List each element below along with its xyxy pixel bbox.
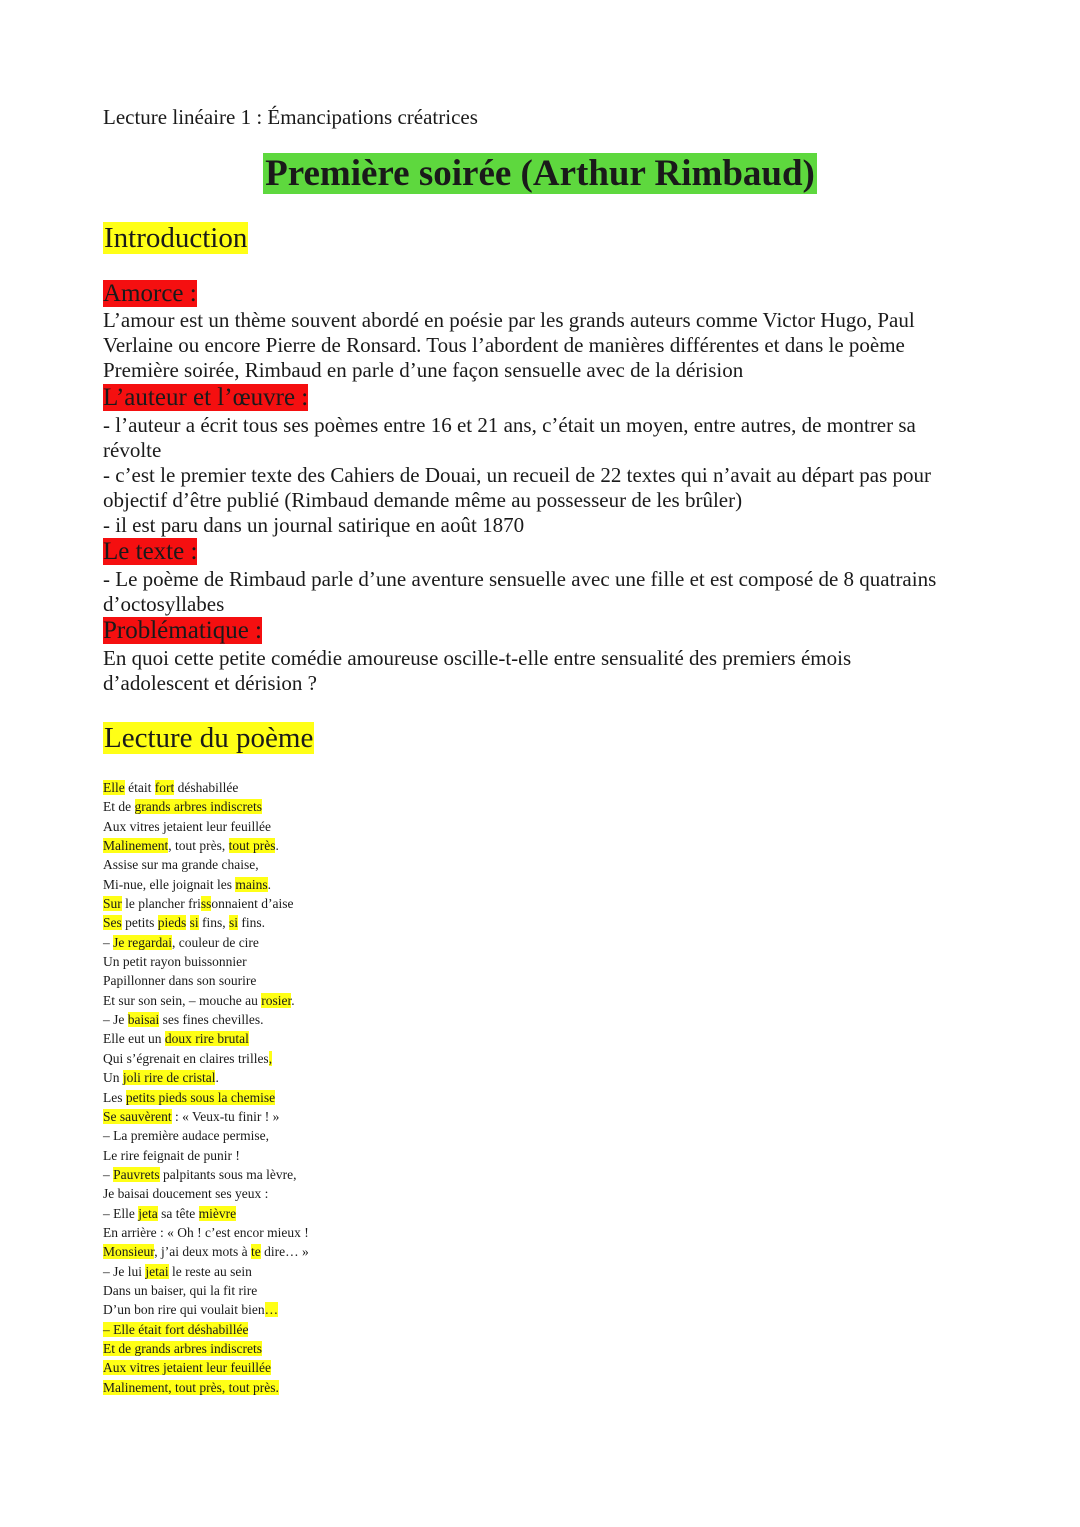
text-segment: onnaient d’aise [211,896,294,912]
highlighted-segment: si [189,915,199,931]
text-segment: le plancher fri [121,896,201,912]
text-segment: fins. [238,915,266,931]
text-segment: : « Veux-tu finir ! » [171,1108,280,1124]
poem-line [103,1223,309,1242]
highlighted-segment: baisai [127,1012,160,1028]
texte-paragraph [103,567,936,617]
highlighted-segment: Se sauvèrent [103,1108,172,1124]
paragraph-line: d’octosyllabes [103,592,225,616]
poem-line [103,1300,309,1319]
text-segment: Qui s’égrenait en claires trilles [103,1050,269,1066]
poem-line [103,991,309,1010]
poem-line [103,1281,309,1300]
highlighted-segment: Je regardai [113,934,172,950]
poem-line [103,1204,309,1223]
paragraph-line: En quoi cette petite comédie amoureuse oscille-t-elle entre sensualité des premiers émois [103,646,852,670]
highlighted-segment: fort [154,780,175,795]
text-segment: était [124,780,155,795]
poem-line [103,913,309,932]
text-segment: fins, [198,915,230,931]
text-segment: – [103,1166,114,1182]
text-segment: Assise sur ma grande chaise, [103,857,259,873]
text-segment: , tout près, [168,838,229,854]
texte-label: Le texte : [103,538,198,565]
text-segment: . [215,1070,219,1086]
document-title [0,154,1080,194]
text-segment: Aux vitres jetaient leur feuillée [103,818,271,834]
poem-line [103,1320,309,1339]
highlighted-segment: jeta [138,1205,158,1221]
poem-line [103,1262,309,1281]
text-segment: . [291,992,295,1008]
poem-text [103,778,309,1397]
poem-line [103,1146,309,1165]
amorce-label: Amorce : [103,280,197,307]
highlighted-segment: Monsieur [103,1244,155,1260]
highlighted-segment: rosier [261,992,292,1008]
highlighted-segment: , [268,1050,273,1066]
highlighted-segment: mains [235,876,268,892]
poem-line [103,778,309,797]
text-segment: – Je lui [103,1263,146,1279]
highlighted-segment: ss [200,896,212,912]
poem-line [103,1029,309,1048]
highlighted-segment: Ses [103,915,122,931]
poem-line [103,1358,309,1377]
paragraph-line: - c’est le premier texte des Cahiers de Douai, un recueil de 22 textes qui n’avait au départ pas pour [103,463,932,487]
text-segment: – La première audace permise, [103,1128,270,1144]
highlighted-segment: doux rire brutal [164,1031,249,1047]
poem-line [103,894,309,913]
text-segment: Dans un baiser, qui la fit rire [103,1282,258,1298]
highlighted-segment: Malinement [103,838,169,854]
text-segment: , couleur de cire [171,934,259,950]
highlighted-segment: – Elle était fort déshabillée [103,1321,249,1337]
title-text: Première soirée (Arthur Rimbaud) [265,153,815,194]
text-segment: Un [103,1070,123,1086]
text-segment: sa tête [157,1205,199,1221]
highlighted-segment: jetai [145,1263,169,1279]
text-segment: le reste au sein [168,1263,252,1279]
highlighted-segment: si [229,915,239,931]
problematique-label: Problématique : [103,617,262,644]
text-segment: petits [121,915,158,931]
highlighted-segment: grands arbres indiscrets [134,799,262,815]
poem-line [103,817,309,836]
highlighted-segment: … [264,1302,279,1318]
text-segment: Mi-nue, elle joignait les [103,876,236,892]
poem-line [103,1126,309,1145]
highlighted-segment: petits pieds sous la chemise [125,1089,276,1105]
paragraph-line: révolte [103,438,162,462]
highlighted-segment: joli rire de cristal [122,1070,216,1086]
text-segment: Le rire feignait de punir ! [103,1147,240,1163]
text-segment: Un petit rayon buissonnier [103,954,247,970]
highlighted-segment: Malinement, tout près, tout près. [103,1379,279,1395]
text-segment: Les [103,1089,126,1105]
highlighted-segment: Pauvrets [113,1166,160,1182]
highlighted-segment: Sur [103,896,122,912]
text-segment: Et de [103,799,135,815]
poem-line [103,1339,309,1358]
text-segment: dire… » [260,1244,309,1260]
poem-line [103,952,309,971]
paragraph-line: Première soirée, Rimbaud en parle d’une façon sensuelle avec de la dérision [103,358,744,382]
poem-line [103,1088,309,1107]
text-segment: D’un bon rire qui voulait bien [103,1302,265,1318]
poem-line [103,1242,309,1261]
paragraph-line: - Le poème de Rimbaud parle d’une aventure sensuelle avec une fille et est composé de 8 quatrains [103,567,937,591]
text-segment: Elle eut un [103,1031,165,1047]
text-segment: En arrière : « Oh ! c’est encor mieux ! [103,1224,309,1240]
paragraph-line: - il est paru dans un journal satirique en août 1870 [103,513,525,537]
poem-line [103,1010,309,1029]
highlighted-segment: Aux vitres jetaient leur feuillée [103,1360,271,1376]
problematique-paragraph [103,646,851,696]
paragraph-line: - l’auteur a écrit tous ses poèmes entre 16 et 21 ans, c’était un moyen, entre autres, de montrer sa [103,413,916,437]
highlighted-segment: Et de grands arbres indiscrets [103,1340,262,1356]
auteur-paragraph [103,413,931,538]
paragraph-line: Verlaine ou encore Pierre de Ronsard. Tous l’abordent de manières différentes et dans le poème [103,333,905,357]
text-segment: déshabillée [174,780,239,795]
text-segment: Et sur son sein, – mouche au [103,992,262,1008]
highlighted-segment: Elle [103,780,125,795]
poem-line [103,875,309,894]
highlighted-segment: pieds [157,915,187,931]
text-segment: – [103,934,114,950]
course-header: Lecture linéaire 1 : Émancipations créatrices [103,105,478,129]
text-segment: . [275,838,279,854]
text-segment: – Elle [103,1205,139,1221]
poem-line [103,1107,309,1126]
poem-line [103,1165,309,1184]
paragraph-line: L’amour est un thème souvent abordé en poésie par les grands auteurs comme Victor Hugo, Paul [103,308,915,332]
lecture-heading: Lecture du poème [104,722,314,754]
amorce-paragraph [103,308,915,383]
auteur-label: L’auteur et l’œuvre : [103,384,309,411]
poem-line [103,1378,309,1397]
text-segment: . [267,876,271,892]
poem-line [103,1049,309,1068]
poem-line [103,971,309,990]
highlighted-segment: te [250,1244,261,1260]
highlighted-segment: mièvre [198,1205,237,1221]
text-segment: , j’ai deux mots à [154,1244,251,1260]
introduction-heading: Introduction [104,222,248,254]
poem-line [103,1184,309,1203]
text-segment: palpitants sous ma lèvre, [159,1166,297,1182]
paragraph-line: d’adolescent et dérision ? [103,671,317,695]
poem-line [103,836,309,855]
poem-line [103,797,309,816]
paragraph-line: objectif d’être publié (Rimbaud demande même au possesseur de les brûler) [103,488,743,512]
highlighted-segment: tout près [228,838,276,854]
text-segment: Je baisai doucement ses yeux : [103,1186,269,1202]
text-segment: – Je [103,1012,128,1028]
poem-line [103,933,309,952]
poem-line [103,1068,309,1087]
text-segment: Papillonner dans son sourire [103,973,257,989]
text-segment: ses fines chevilles. [159,1012,264,1028]
poem-line [103,855,309,874]
